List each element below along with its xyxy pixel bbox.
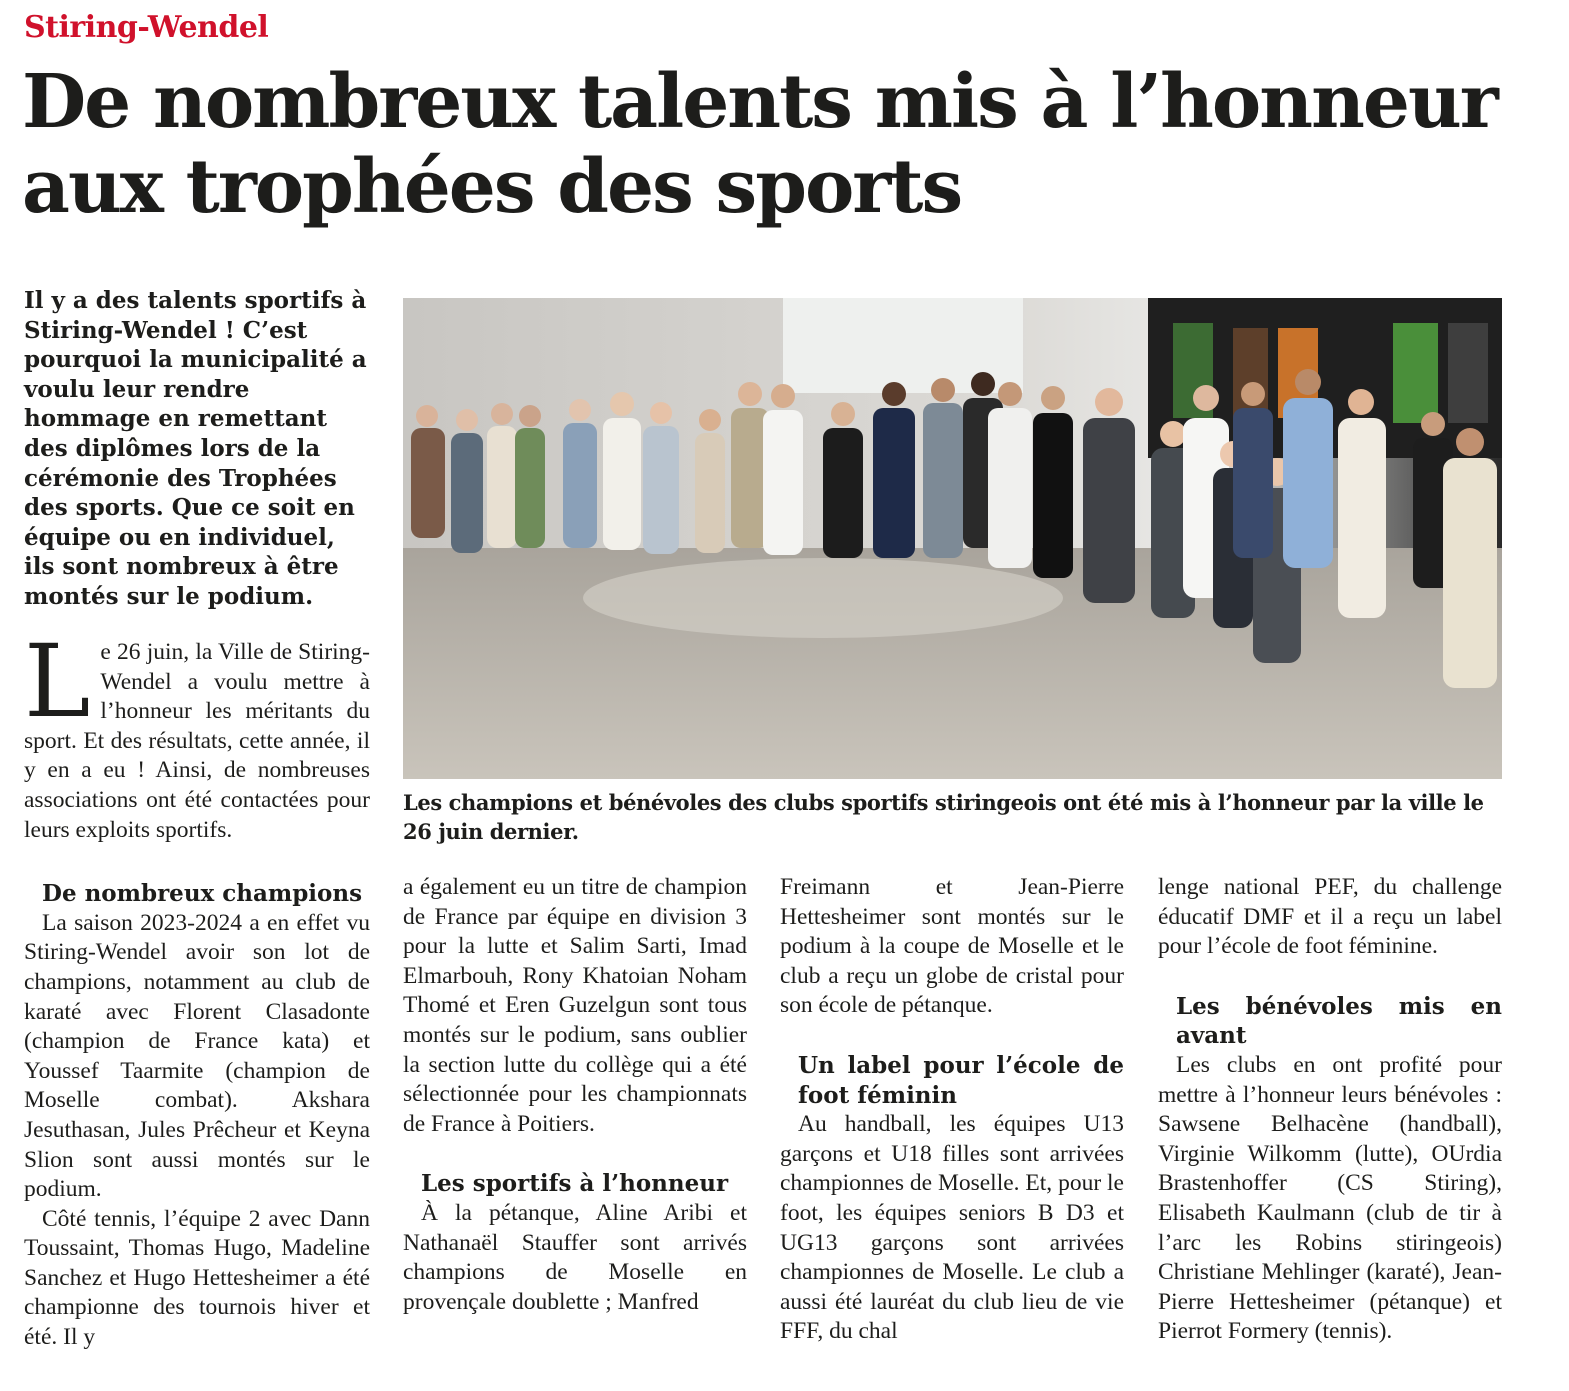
subhead-champions: De nombreux champions xyxy=(42,880,363,908)
sportifs-paragraph: À la pétanque, Aline Aribi et Nathanaël Stauffer sont arrivés champions de Moselle en provençale doublette ; Manfred xyxy=(403,1199,747,1315)
champions-paragraph-2-continued: a également eu un titre de champion de France par équipe en division 3 pour la lutte et Salim Sarti, Imad Elmarbouh, Rony Khatoian Noham Thomé et Eren Guzelgun sont tous montés sur le podium, sans oublier la section lutte du collège qui a été sélectionnée pour les championnats de France à Poitiers. xyxy=(403,874,747,1137)
sportifs-paragraph-continued: Freimann et Jean-Pierre Hettesheimer sont montés sur le podium à la coupe de Moselle et le club a reçu un globe de cristal pour son école de pétanque. xyxy=(780,874,1124,1019)
champions-paragraph-2: Côté tennis, l’équipe 2 avec Dann Toussaint, Thomas Hugo, Madeline Sanchez et Hugo Hettesheimer a été championne des tournois hiver et été. Il y xyxy=(24,1205,370,1351)
intro-paragraph: Le 26 juin, la Ville de Stiring-Wendel a voulu mettre à l’honneur les méritants du sport. Et des résultats, cette année, il y en a eu ! Ainsi, de nombreuses associations ont été contactées pour leurs exploits sportifs. xyxy=(24,623,370,843)
drop-cap: L xyxy=(24,623,91,740)
section-kicker: Stiring-Wendel xyxy=(24,10,269,45)
benevoles-paragraph: Les clubs en ont profité pour mettre à l’honneur leurs bénévoles : Sawsene Belhacène (handball), Virginie Wilkomm (lutte), OUrdia Brastenhoffer (CS Stiring), Elisabeth Kaulmann (club de tir à l’arc les Robins stiringeois) Christiane Mehlinger (karaté), Jean-Pierre Hettesheimer (pétanque) et Pierrot Formery (tennis). xyxy=(1158,1051,1502,1345)
column-3 xyxy=(780,873,1124,1347)
subhead-benevoles: Les bénévoles mis en avant xyxy=(1176,992,1502,1050)
column-4 xyxy=(1158,873,1502,1347)
column-2 xyxy=(403,873,747,1317)
photo-caption: Les champions et bénévoles des clubs sportifs stiringeois ont été mis à l’honneur par la ville le 26 juin dernier. xyxy=(403,790,1484,844)
champions-paragraph-1: La saison 2023-2024 a en effet vu Stiring-Wendel avoir son lot de champions, notamment au club de karaté avec Florent Clasadonte (champion de France kata) et Youssef Taarmite (champion de Moselle combat). Akshara Jesuthasan, Jules Prêcheur et Keyna Slion sont aussi montés sur le podium. xyxy=(24,909,370,1203)
label-paragraph: Au handball, les équipes U13 garçons et U18 filles sont arrivées championnes de Moselle. Et, pour le foot, les équipes seniors B D3 et UG13 garçons sont arrivées championnes de Moselle. Le club a aussi été lauréat du club lieu de vie FFF, du chal xyxy=(780,1111,1124,1345)
headline: De nombreux talents mis à l’honneur aux trophées des sports xyxy=(22,59,1497,230)
subhead-label: Un label pour l’école de foot féminin xyxy=(798,1051,1124,1109)
lead-paragraph: Il y a des talents sportifs à Stiring-Wendel ! C’est pourquoi la municipalité a voulu leur rendre hommage en remettant des diplômes lors de la cérémonie des Trophées des sports. Que ce soit en équipe ou en individuel, ils sont nombreux à être montés sur le podium. xyxy=(24,287,367,610)
column-1 xyxy=(24,623,370,1353)
label-paragraph-continued: lenge national PEF, du challenge éducatif DMF et il a reçu un label pour l’école de foot féminine. xyxy=(1158,874,1502,960)
group-photo xyxy=(403,298,1502,779)
subhead-sportifs: Les sportifs à l’honneur xyxy=(421,1170,729,1198)
